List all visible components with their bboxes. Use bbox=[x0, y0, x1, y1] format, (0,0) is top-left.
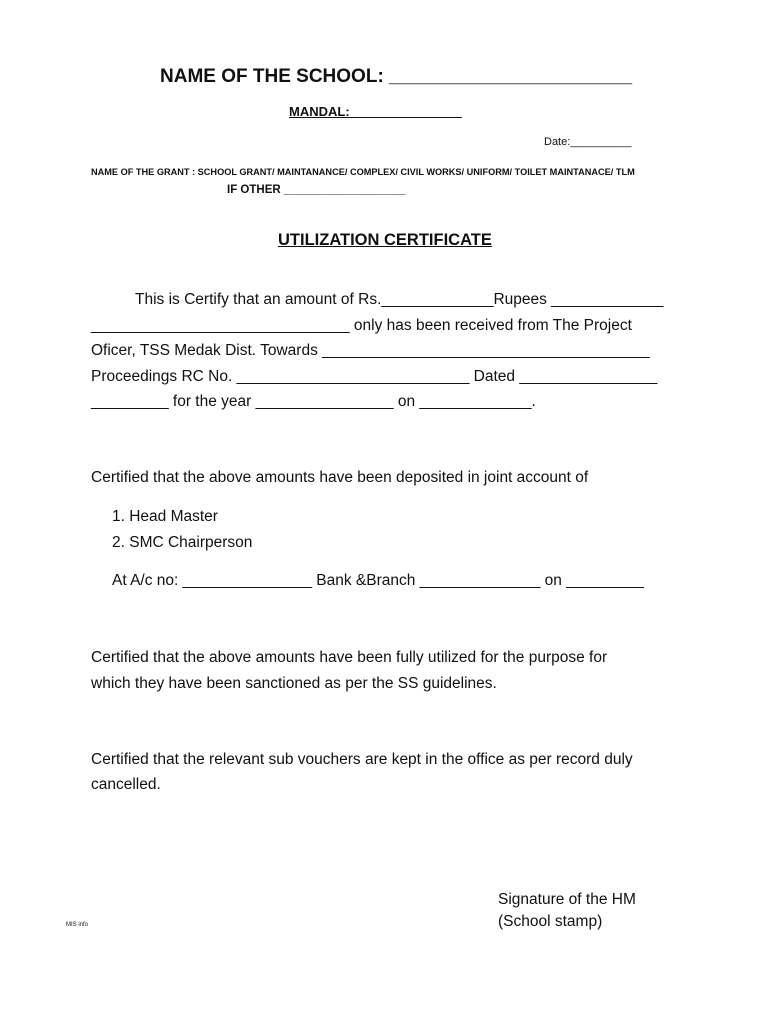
utilized-line-2: which they have been sanctioned as per the SS guidelines. bbox=[91, 675, 497, 692]
date-field: Date:__________ bbox=[544, 136, 632, 148]
list-item: 1. Head Master bbox=[112, 508, 218, 525]
mandal-field: MANDAL: _______________ bbox=[289, 104, 462, 119]
certify-line-1: This is Certify that an amount of Rs._____________Rupees _____________ bbox=[135, 291, 664, 308]
account-line: At A/c no: _______________ Bank &Branch ______________ on _________ bbox=[112, 572, 644, 589]
certify-line-2: ______________________________ only has been received from The Project bbox=[91, 317, 632, 334]
if-other-field: IF OTHER ___________________ bbox=[227, 184, 406, 196]
stamp-label: (School stamp) bbox=[498, 913, 603, 930]
document-title: UTILIZATION CERTIFICATE bbox=[278, 231, 492, 249]
vouchers-line-1: Certified that the relevant sub vouchers are kept in the office as per record duly bbox=[91, 751, 633, 768]
deposit-statement: Certified that the above amounts have been deposited in joint account of bbox=[91, 469, 589, 486]
certify-line-4: Proceedings RC No. ___________________________ Dated ________________ bbox=[91, 368, 658, 385]
signature-label: Signature of the HM bbox=[498, 891, 636, 908]
certify-line-5: _________ for the year ________________ on _____________. bbox=[91, 393, 536, 410]
vouchers-line-2: cancelled. bbox=[91, 776, 161, 793]
school-name-field: NAME OF THE SCHOOL: _______________________ bbox=[160, 66, 633, 87]
list-item: 2. SMC Chairperson bbox=[112, 534, 253, 551]
footer-note: MIS info bbox=[66, 922, 89, 928]
utilized-line-1: Certified that the above amounts have been fully utilized for the purpose for bbox=[91, 649, 608, 666]
certify-line-3: Oficer, TSS Medak Dist. Towards ______________________________________ bbox=[91, 342, 650, 359]
grant-name-line: NAME OF THE GRANT : SCHOOL GRANT/ MAINTANANCE/ COMPLEX/ CIVIL WORKS/ UNIFORM/ TOILET MAINTANACE/ TLM bbox=[91, 167, 635, 177]
